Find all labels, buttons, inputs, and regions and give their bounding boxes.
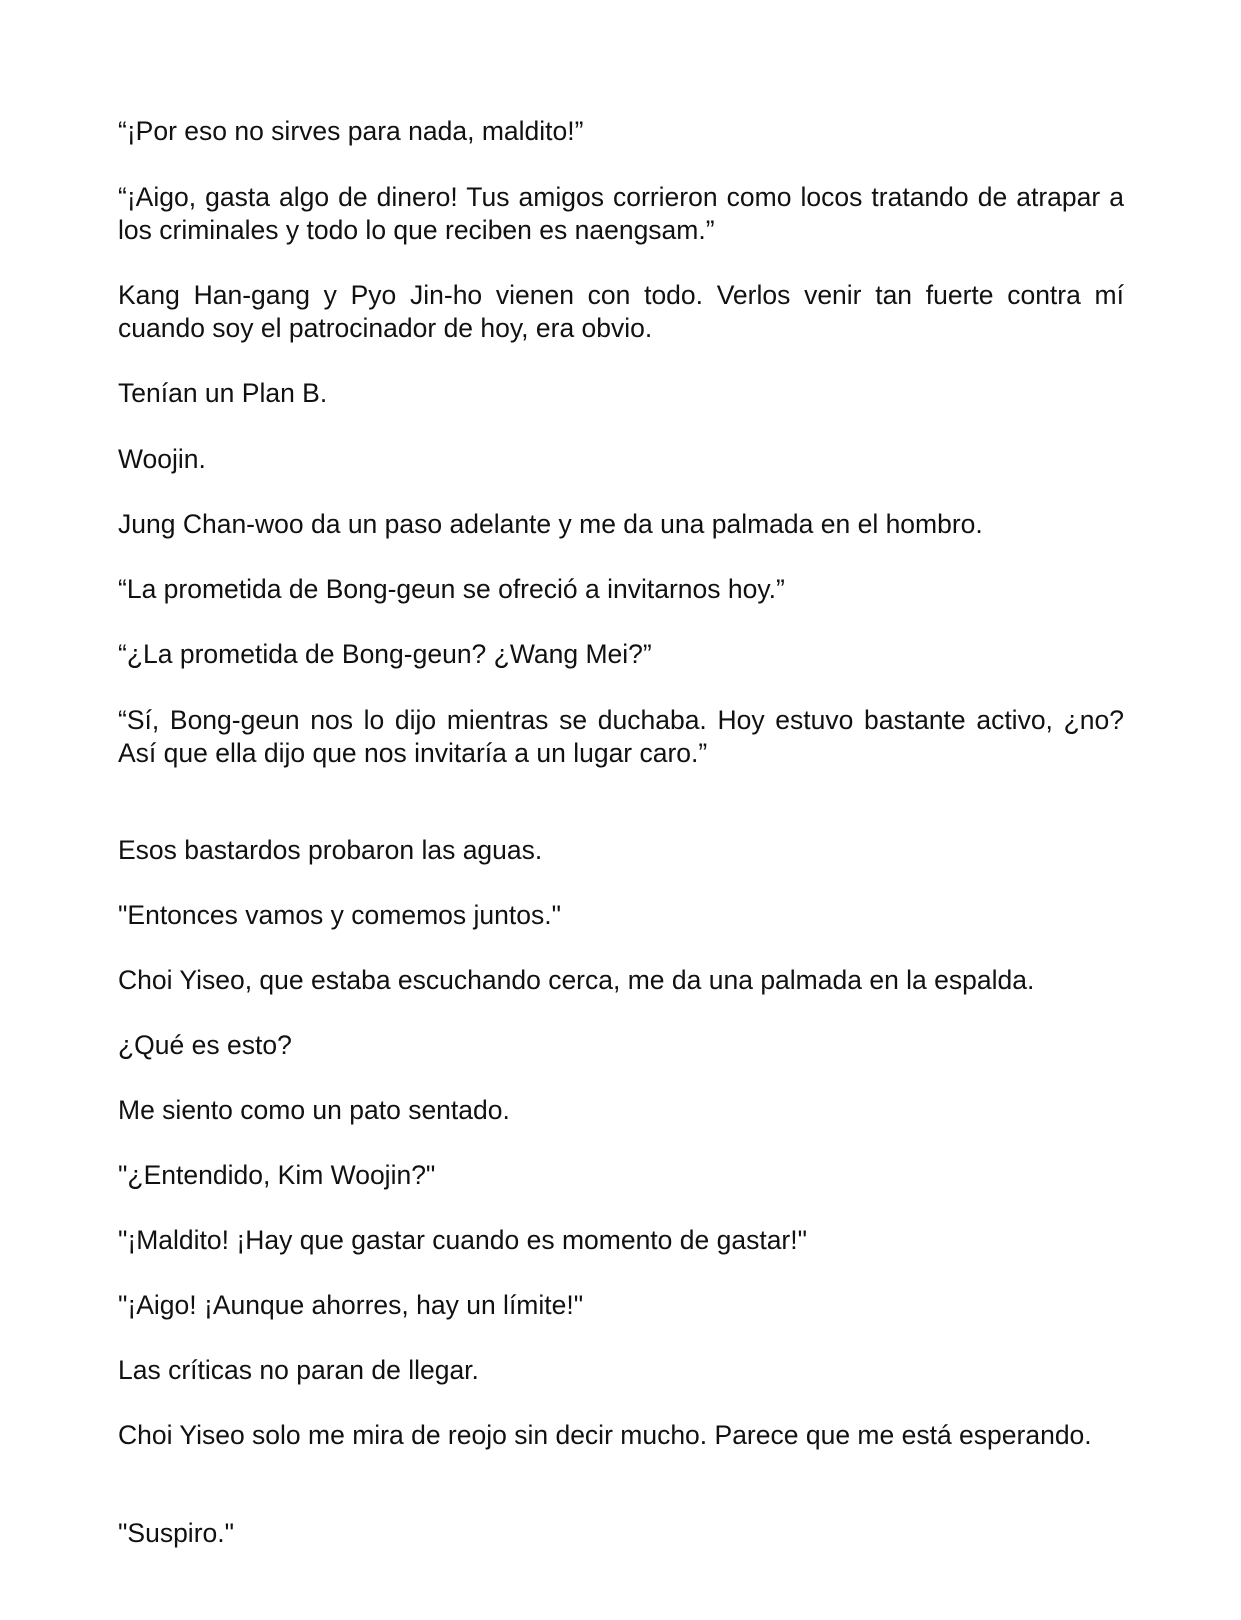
paragraph-2: “¡Aigo, gasta algo de dinero! Tus amigos corrieron como locos tratando de atrapar a los criminales y todo lo que reciben es naengsam.”	[118, 182, 1124, 245]
paragraph-10: Esos bastardos probaron las aguas.	[118, 835, 543, 865]
paragraph-1: “¡Por eso no sirves para nada, maldito!”	[118, 116, 584, 146]
paragraph-16: "¡Maldito! ¡Hay que gastar cuando es momento de gastar!"	[118, 1225, 808, 1255]
paragraph-8: “¿La prometida de Bong-geun? ¿Wang Mei?”	[118, 639, 652, 669]
paragraph-9: “Sí, Bong-geun nos lo dijo mientras se duchaba. Hoy estuvo bastante activo, ¿no? Así que ella dijo que nos invitaría a un lugar caro.”	[118, 705, 1124, 768]
paragraph-7: “La prometida de Bong-geun se ofreció a invitarnos hoy.”	[118, 574, 785, 604]
paragraph-3: Kang Han-gang y Pyo Jin-ho vienen con todo. Verlos venir tan fuerte contra mí cuando soy el patrocinador de hoy, era obvio.	[118, 280, 1124, 343]
paragraph-15: "¿Entendido, Kim Woojin?"	[118, 1160, 436, 1190]
paragraph-17: "¡Aigo! ¡Aunque ahorres, hay un límite!"	[118, 1290, 584, 1320]
paragraph-13: ¿Qué es esto?	[118, 1030, 292, 1060]
paragraph-18: Las críticas no paran de llegar.	[118, 1355, 479, 1385]
paragraph-12: Choi Yiseo, que estaba escuchando cerca, me da una palmada en la espalda.	[118, 965, 1035, 995]
paragraph-11: "Entonces vamos y comemos juntos."	[118, 900, 561, 930]
paragraph-14: Me siento como un pato sentado.	[118, 1095, 510, 1125]
paragraph-20: "Suspiro."	[118, 1518, 235, 1548]
paragraph-5: Woojin.	[118, 444, 206, 474]
paragraph-19: Choi Yiseo solo me mira de reojo sin decir mucho. Parece que me está esperando.	[118, 1420, 1092, 1450]
paragraph-6: Jung Chan-woo da un paso adelante y me da una palmada en el hombro.	[118, 509, 983, 539]
paragraph-4: Tenían un Plan B.	[118, 378, 328, 408]
